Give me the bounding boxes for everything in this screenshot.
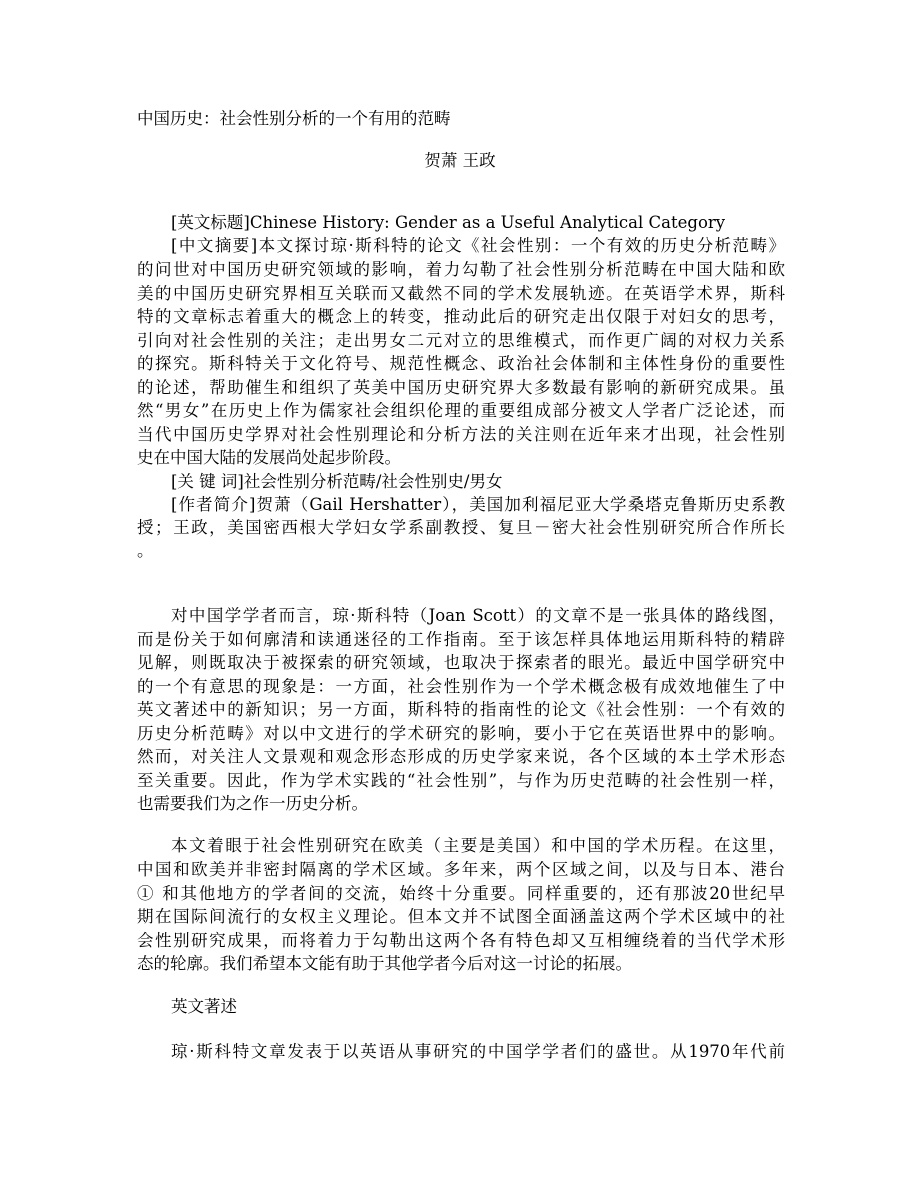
english-title-line: [英文标题]Chinese History: Gender as a Useful Analytical Category bbox=[171, 213, 726, 232]
abstract-line: 引向对社会性别的关注；走出男女二元对立的思维模式，而作更广阔的对权力关系 bbox=[137, 331, 785, 350]
paragraph-line: 的一个有意思的现象是：一方面，社会性别作为一个学术概念极有成效地催生了中 bbox=[137, 677, 785, 696]
abstract-line: 的论述，帮助催生和组织了英美中国历史研究界大多数最有影响的新研究成果。虽 bbox=[137, 378, 785, 397]
paragraph-line: 期在国际间流行的女权主义理论。但本文并不试图全面涵盖这两个学术区域中的社 bbox=[137, 907, 785, 926]
keywords-line: [关 键 词]社会性别分析范畴/社会性别史/男女 bbox=[171, 472, 503, 491]
abstract-line: 特的文章标志着重大的概念上的转变，推动此后的研究走出仅限于对妇女的思考， bbox=[137, 307, 785, 326]
document-title: 中国历史：社会性别分析的一个有用的范畴 bbox=[137, 109, 451, 128]
paragraph-line: 本文着眼于社会性别研究在欧美（主要是美国）和中国的学术历程。在这里， bbox=[171, 836, 785, 855]
section-heading: 英文著述 bbox=[171, 997, 237, 1016]
paragraph-line: 对中国学学者而言，琼·斯科特（Joan Scott）的文章不是一张具体的路线图， bbox=[171, 606, 785, 625]
paragraph-line: ① 和其他地方的学者间的交流，始终十分重要。同样重要的，还有那波20世纪早 bbox=[137, 884, 785, 903]
paragraph-line: 英文著述中的新知识；另一方面，斯科特的指南性的论文《社会性别：一个有效的 bbox=[137, 700, 785, 719]
abstract-line: 然“男女”在历史上作为儒家社会组织伦理的重要组成部分被文人学者广泛论述，而 bbox=[137, 401, 785, 420]
abstract-line: 的问世对中国历史研究领域的影响，着力勾勒了社会性别分析范畴在中国大陆和欧 bbox=[137, 260, 785, 279]
paragraph-line: 然而，对关注人文景观和观念形态形成的历史学家来说，各个区域的本土学术形态 bbox=[137, 747, 785, 766]
paragraph-line: 历史分析范畴》对以中文进行的学术研究的影响，要小于它在英语世界中的影响。 bbox=[137, 724, 785, 743]
paragraph-line: 态的轮廓。我们希望本文能有助于其他学者今后对这一讨论的拓展。 bbox=[137, 954, 632, 973]
paragraph-line: 会性别研究成果，而将着力于勾勒出这两个各有特色却又互相缠绕着的当代学术形 bbox=[137, 931, 785, 950]
abstract-line: 的探究。斯科特关于文化符号、规范性概念、政治社会体制和主体性身份的重要性 bbox=[137, 354, 785, 373]
document-authors: 贺萧 王政 bbox=[424, 151, 496, 170]
paragraph-line: 中国和欧美并非密封隔离的学术区域。多年来，两个区域之间，以及与日本、港台 bbox=[137, 860, 785, 879]
abstract-line: 史在中国大陆的发展尚处起步阶段。 bbox=[137, 448, 401, 467]
paragraph-line: 见解，则既取决于被探索的研究领域，也取决于探索者的眼光。最近中国学研究中 bbox=[137, 653, 785, 672]
author-info-line: [作者简介]贺萧（Gail Hershatter），美国加利福尼亚大学桑塔克鲁斯历史系教 bbox=[171, 495, 785, 514]
paragraph-line: 而是份关于如何廓清和读通迷径的工作指南。至于该怎样具体地运用斯科特的精辟 bbox=[137, 630, 785, 649]
author-info-line: 授；王政，美国密西根大学妇女学系副教授、复旦－密大社会性别研究所合作所长 bbox=[137, 518, 785, 537]
author-info-line: 。 bbox=[137, 541, 154, 560]
abstract-line: [中文摘要]本文探讨琼·斯科特的论文《社会性别：一个有效的历史分析范畴》 bbox=[171, 236, 785, 255]
paragraph-line: 也需要我们为之作一历史分析。 bbox=[137, 794, 368, 813]
paragraph-line: 至关重要。因此，作为学术实践的“社会性别”，与作为历史范畴的社会性别一样， bbox=[137, 771, 785, 790]
abstract-line: 美的中国历史研究界相互关联而又截然不同的学术发展轨迹。在英语学术界，斯科 bbox=[137, 284, 785, 303]
abstract-line: 当代中国历史学界对社会性别理论和分析方法的关注则在近年来才出现，社会性别 bbox=[137, 425, 785, 444]
paragraph-line: 琼·斯科特文章发表于以英语从事研究的中国学学者们的盛世。从1970年代前 bbox=[171, 1042, 785, 1061]
